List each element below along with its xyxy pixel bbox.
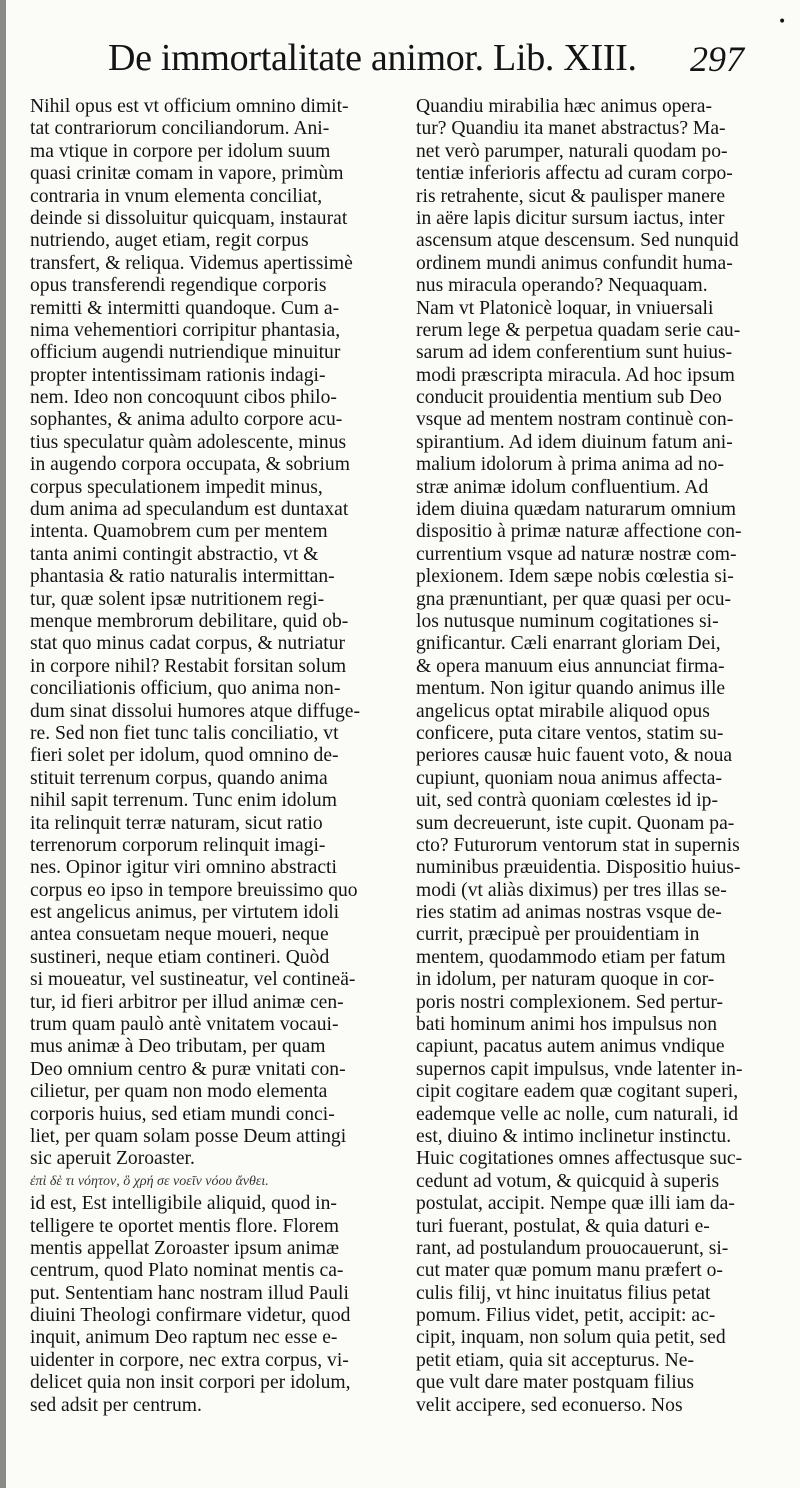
page-number: 297 [690,39,744,79]
text-line: conducit prouidentia mentium sub Deo [416,387,722,409]
text-line: currentium vsque ad naturæ nostræ com- [416,543,737,565]
running-title: De immortalitate animor. Lib. XIII. [108,37,637,79]
text-line: est angelicus animus, per virtutem idoli [30,902,340,924]
text-line: plexionem. Idem sæpe nobis cœlestia si- [416,566,734,588]
text-line: diuini Theologi confirmare videtur, quod [30,1305,351,1327]
text-line: sum decreuerunt, iste cupit. Quonam pa- [416,812,735,834]
text-line: conficere, puta citare ventos, statim su- [416,722,724,744]
text-line: angelicus optat mirabile aliquod opus [416,700,710,722]
text-line: centrum, quod Plato nominat mentis ca- [30,1260,344,1282]
text-line: cipit cogitare eadem quæ cogitant superi, [416,1081,739,1103]
text-line: quasi crinitæ comam in vapore, primùm [30,163,344,185]
left-text-column [30,96,374,1417]
text-line: fieri solet per idolum, quod omnino de- [30,745,339,767]
text-line: propter intentissimam rationis indagi- [30,364,326,386]
text-line: in idolum, per naturam quoque in cor- [416,969,715,991]
text-line: sarum ad idem conferentium sunt huius- [416,342,733,364]
text-line: postulat, accipit. Nempe quæ illi iam da- [416,1193,735,1215]
text-line: tur? Quandiu ita manet abstractus? Ma- [416,118,726,140]
text-line: tentiæ inferioris affectu ad curam corpo- [416,163,733,185]
text-line: contraria in vnum elementa conciliat, [30,185,323,207]
text-line: nihil sapit terrenum. Tunc enim idolum [30,790,337,812]
text-line: tius speculatur quàm adolescente, minus [30,431,347,453]
text-line: Nihil opus est vt officium omnino dimit- [30,96,349,117]
text-line: gnificantur. Cæli enarrant gloriam Dei, [416,633,721,655]
text-line: deinde si dissoluitur quicquam, instaurat [30,207,348,229]
text-line: ordinem mundi animus confundit huma- [416,252,733,274]
text-line: Quandiu mirabilia hæc animus opera- [416,96,713,117]
text-line: dispositio à primæ naturæ affectione con- [416,521,742,543]
text-line: ita relinquit terræ naturam, sicut ratio [30,812,323,834]
text-line: mentis appellat Zoroaster ipsum animæ [30,1237,340,1259]
text-line: officium augendi nutriendique minuitur [30,342,341,364]
corner-mark: • [778,14,787,30]
text-line: modi præscripta miracula. Ad hoc ipsum [416,364,735,386]
text-line: cto? Futurorum ventorum stat in supernis [416,834,740,856]
text-line: net verò parumper, naturali quodam po- [416,140,728,162]
text-line: mus animæ à Deo tributam, per quam [30,1036,326,1058]
text-line: spirantium. Ad idem diuinum fatum ani- [416,431,733,453]
text-line: ma vtique in corpore per idolum suum [30,140,331,162]
text-line: remitti & intermitti quandoque. Cum a- [30,297,340,319]
text-line: poris nostri complexionem. Sed pertur- [416,991,724,1013]
text-line: sustineri, neque etiam contineri. Quòd [30,946,330,968]
text-line: corpus eo ipso in tempore breuissimo quo [30,879,358,901]
text-line: mentem, quodammodo etiam per fatum [416,946,726,968]
text-line: nima vehementiori corripitur phantasia, [30,319,341,341]
page-edge-shadow [0,0,6,1488]
text-line: dum anima ad speculandum est duntaxat [30,499,349,521]
text-line: gna prænuntiant, per quæ quasi per ocu- [416,588,732,610]
text-line: put. Sententiam hanc nostram illud Pauli [30,1282,349,1304]
text-line: tur, quæ solent ipsæ nutritionem regi- [30,588,325,610]
text-line: antea consuetam neque moueri, neque [30,924,329,946]
text-line: rerum lege & perpetua quadam serie cau- [416,319,741,341]
text-line: ries statim ad animas nostras vsque de- [416,902,722,924]
text-line: conciliationis officium, quo anima non- [30,678,341,700]
text-line: in augendo corpora occupata, & sobrium [30,454,350,476]
text-line: que vult dare mater postquam filius [416,1372,695,1394]
text-line: ris retrahente, sicut & paulisper manere [416,185,726,207]
text-line: telligere te oportet mentis flore. Florem [30,1215,340,1237]
text-line: & opera manuum eius annunciat firma- [416,655,725,677]
text-line: bati hominum animi hos impulsus non [416,1014,717,1036]
text-line: in corpore nihil? Restabit forsitan solum [30,655,347,677]
text-line: culis filij, vt hinc inuitatus filius petat [416,1282,711,1304]
text-line: pomum. Filius videt, petit, accipit: ac- [416,1305,716,1327]
text-line: cut mater quæ pomum manu præfert o- [416,1260,723,1282]
text-line: Huic cogitationes omnes affectusque suc- [416,1148,743,1170]
page-header [0,30,800,90]
text-line: Nam vt Platonicè loquar, in vniuersali [416,297,714,319]
text-line: numinibus præuidentia. Dispositio huius- [416,857,741,879]
text-line: supernos capit impulsus, vnde latenter in- [416,1058,743,1080]
text-line: mentum. Non igitur quando animus ille [416,678,726,700]
text-line: in aëre lapis dicitur sursum iactus, inter [416,207,725,229]
text-line: cupiunt, quoniam noua animus affecta- [416,767,722,789]
text-line: ἐπὶ δὲ τι νόητον, ὃ χρή σε νοεῖν νόου ἄνθει. [30,1173,269,1189]
text-line: eademque velle ac nolle, cum naturali, id [416,1103,739,1125]
text-line: nus miracula operando? Nequaquam. [416,275,708,297]
text-line: delicet quia non insit corpori per idolum, [30,1372,351,1394]
text-line: turi fuerant, postulat, & quia daturi e- [416,1215,710,1237]
text-line: cipit, inquam, non solum quia petit, sed [416,1327,726,1349]
text-line: cedunt ad votum, & quicquid à superis [416,1170,720,1192]
text-line: rant, ad postulandum prouocauerunt, si- [416,1237,729,1259]
text-line: sed adsit per centrum. [30,1394,202,1416]
text-line: transfert, & reliqua. Videmus apertissimè [30,252,353,274]
text-line: cilietur, per quam non modo elementa [30,1081,328,1103]
text-line: periores causæ huic fauent voto, & noua [416,745,733,767]
text-line: uit, sed contrà quoniam cœlestes id ip- [416,790,719,812]
text-line: stræ animæ idolum confluentium. Ad [416,476,709,498]
text-line: petit etiam, quia sit accepturus. Ne- [416,1349,695,1371]
text-line: ascensum atque descensum. Sed nunquid [416,230,739,252]
text-line: si moueatur, vel sustineatur, vel contineä- [30,969,356,991]
text-line: idem diuina quædam naturarum omnium [416,499,736,521]
text-line: stituit terrenum corpus, quando anima [30,767,328,789]
text-line: nes. Opinor igitur viri omnino abstracti [30,857,337,879]
text-line: intenta. Quamobrem cum per mentem [30,521,328,543]
text-line: capiunt, pacatus autem animus vndique [416,1036,725,1058]
text-line: re. Sed non fiet tunc talis conciliatio, vt [30,722,339,744]
text-line: phantasia & ratio naturalis intermittan- [30,566,335,588]
right-text-column [416,96,760,1417]
text-line: malium idolorum à prima anima ad no- [416,454,724,476]
text-line: corpus speculationem impedit minus, [30,476,323,498]
text-line: nem. Ideo non concoquunt cibos philo- [30,387,337,409]
text-line: menque membrorum debilitare, quid ob- [30,610,349,632]
text-line: tat contrariorum conciliandorum. Ani- [30,118,330,140]
text-line: sophantes, & anima adulto corpore acu- [30,409,343,431]
text-line: opus transferendi regendique corporis [30,275,327,297]
text-line: dum sinat dissolui humores atque diffuge- [30,700,360,722]
text-line: est, diuino & intimo inclinetur instinctu. [416,1125,732,1147]
text-line: corporis huius, sed etiam mundi conci- [30,1103,335,1125]
text-line: currit, præcipuè per prouidentiam in [416,924,700,946]
text-line: uidenter in corpore, nec extra corpus, vi- [30,1349,349,1371]
text-line: modi (vt aliàs diximus) per tres illas se- [416,879,727,901]
text-line: velit accipere, sed econuerso. Nos [416,1394,683,1416]
text-line: tur, id fieri arbitror per illud animæ cen- [30,991,344,1013]
text-line: nutriendo, auget etiam, regit corpus [30,230,309,252]
text-line: tanta animi contingit abstractio, vt & [30,543,319,565]
text-line: Deo omnium centro & puræ vnitati con- [30,1058,346,1080]
text-line: inquit, animum Deo raptum nec esse e- [30,1327,338,1349]
text-line: vsque ad mentem nostram continuè con- [416,409,734,431]
text-line: los nutusque numinum cogitationes si- [416,610,719,632]
text-line: stat quo minus cadat corpus, & nutriatur [30,633,346,655]
text-line: trum quam paulò antè vnitatem vocaui- [30,1014,339,1036]
text-line: sic aperuit Zoroaster. [30,1148,195,1170]
text-line: terrenorum corporum relinquit imagi- [30,834,326,856]
text-line: liet, per quam solam posse Deum attingi [30,1125,347,1147]
text-line: id est, Est intelligibile aliquid, quod in- [30,1193,337,1215]
